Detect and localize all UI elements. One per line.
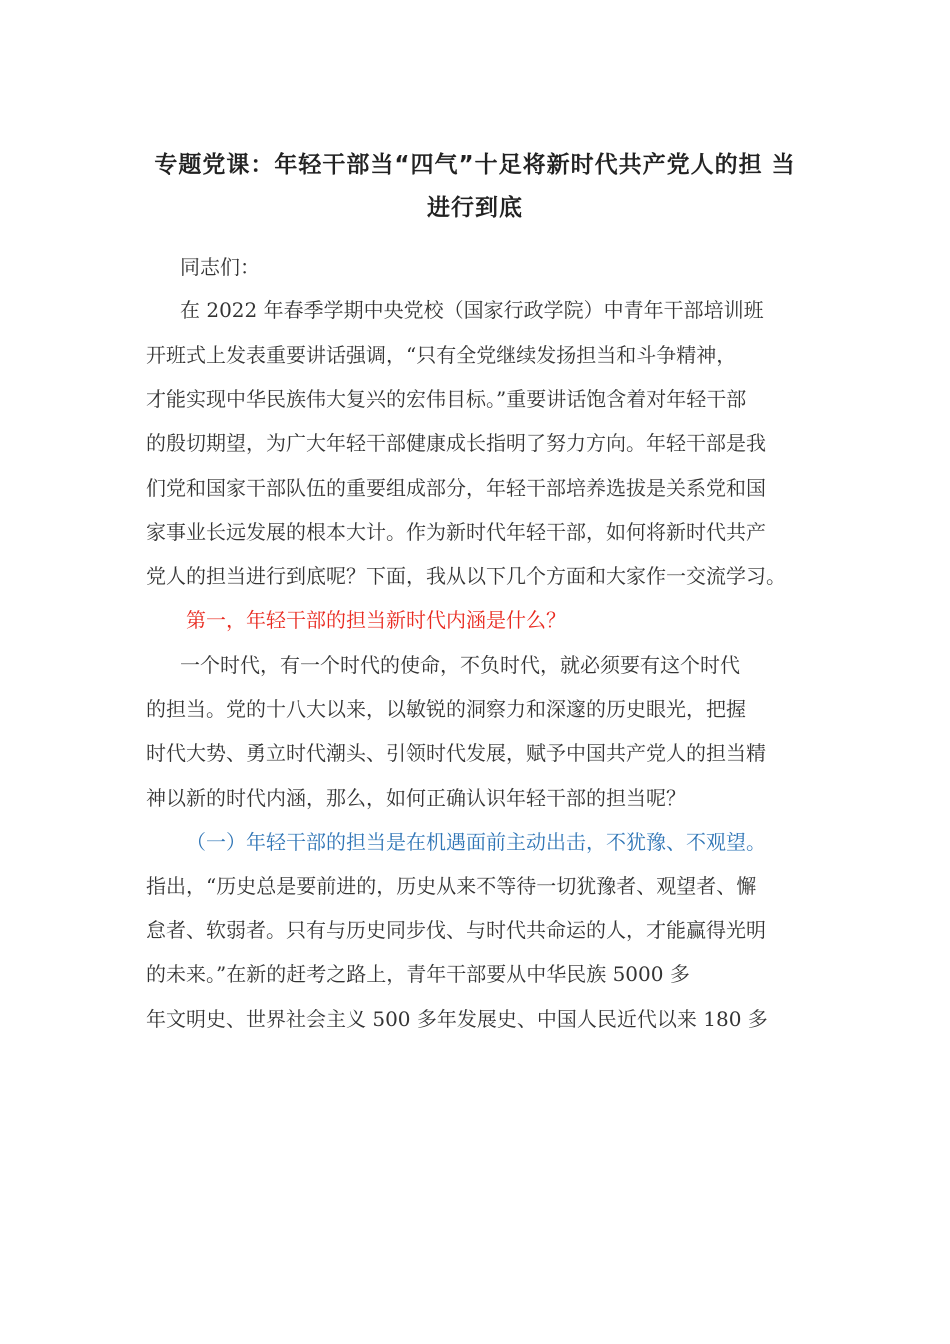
paragraph-2-line: 时代大势、勇立时代潮头、引领时代发展，赋予中国共产党人的担当精 bbox=[146, 741, 766, 765]
subheading-1: （一）年轻干部的担当是在机遇面前主动出击，不犹豫、不观望。 bbox=[186, 830, 766, 854]
salutation: 同志们： bbox=[180, 255, 260, 279]
paragraph-1-line: 们党和国家干部队伍的重要组成部分，年轻干部培养选拔是关系党和国 bbox=[146, 476, 766, 500]
section-heading-1: 第一，年轻干部的担当新时代内涵是什么？ bbox=[186, 608, 566, 632]
paragraph-3-line: 怠者、软弱者。只有与历史同步伐、与时代共命运的人，才能赢得光明 bbox=[146, 918, 766, 942]
paragraph-2-line: 神以新的时代内涵，那么，如何正确认识年轻干部的担当呢？ bbox=[146, 786, 686, 810]
title-line-2: 进行到底 bbox=[427, 195, 523, 221]
paragraph-1-line: 的殷切期望，为广大年轻干部健康成长指明了努力方向。年轻干部是我 bbox=[146, 431, 766, 455]
paragraph-1-line: 开班式上发表重要讲话强调，“只有全党继续发扬担当和斗争精神， bbox=[146, 343, 737, 367]
title-line-1: 专题党课：年轻干部当“四气”十足将新时代共产党人的担 当 bbox=[154, 152, 796, 178]
paragraph-1-line: 家事业长远发展的根本大计。作为新时代年轻干部，如何将新时代共产 bbox=[146, 520, 766, 544]
paragraph-2-line: 一个时代，有一个时代的使命，不负时代，就必须要有这个时代 bbox=[180, 653, 740, 677]
paragraph-3-line: 年文明史、世界社会主义 500 多年发展史、中国人民近代以来 180 多 bbox=[146, 1007, 768, 1031]
paragraph-2-line: 的担当。党的十八大以来，以敏锐的洞察力和深邃的历史眼光，把握 bbox=[146, 697, 746, 721]
paragraph-1-line: 党人的担当进行到底呢？下面，我从以下几个方面和大家作一交流学习。 bbox=[146, 564, 786, 588]
paragraph-1-line: 才能实现中华民族伟大复兴的宏伟目标。”重要讲话饱含着对年轻干部 bbox=[146, 387, 747, 411]
paragraph-1-line: 在 2022 年春季学期中央党校（国家行政学院）中青年干部培训班 bbox=[180, 298, 764, 322]
paragraph-3-line: 的未来。”在新的赶考之路上，青年干部要从中华民族 5000 多 bbox=[146, 962, 690, 986]
paragraph-3-line: 指出，“历史总是要前进的，历史从来不等待一切犹豫者、观望者、懈 bbox=[146, 874, 757, 898]
